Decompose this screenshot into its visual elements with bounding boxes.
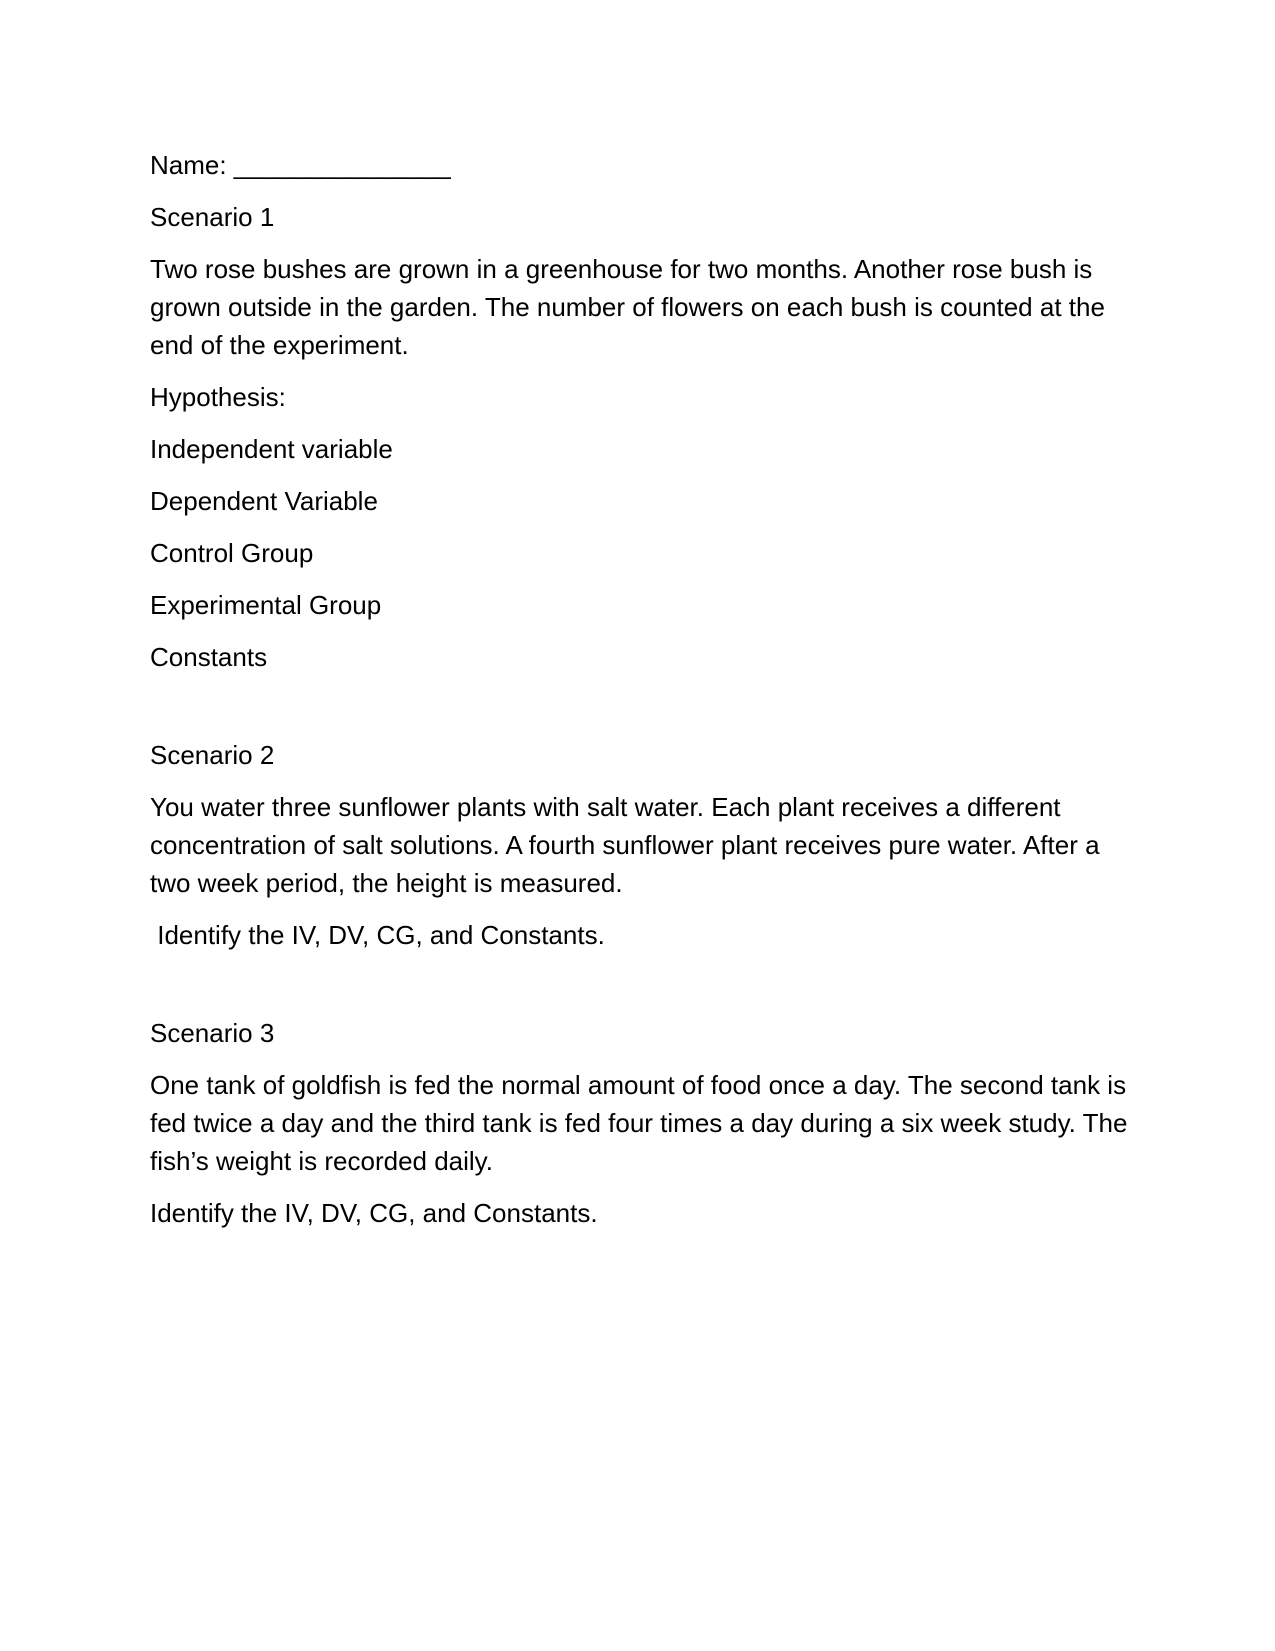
scenario-2 — [150, 736, 1140, 954]
scenario-3-instruction: Identify the IV, DV, CG, and Constants. — [150, 1198, 598, 1228]
constants-label: Constants — [150, 642, 268, 672]
scenario-1-heading: Scenario 1 — [150, 202, 275, 232]
scenario-2-heading: Scenario 2 — [150, 740, 275, 770]
scenario-1 — [150, 198, 1140, 676]
scenario-3-heading: Scenario 3 — [150, 1018, 275, 1048]
hypothesis-label: Hypothesis: — [150, 382, 286, 412]
experimental-group-label: Experimental Group — [150, 590, 382, 620]
name-line: Name: _______________ — [150, 150, 451, 180]
scenario-3-description: One tank of goldfish is fed the normal amount of food once a day. The second tank is fed twice a day and the third tank is fed four times a day during a six week study. The fish’s weight is recorded daily. — [150, 1070, 1128, 1176]
worksheet-page — [150, 146, 1140, 1232]
scenario-1-description: Two rose bushes are grown in a greenhouse for two months. Another rose bush is grown outside in the garden. The number of flowers on each bush is counted at the end of the experiment. — [150, 254, 1105, 360]
scenario-3 — [150, 1014, 1140, 1232]
independent-variable-label: Independent variable — [150, 434, 393, 464]
scenario-2-description: You water three sunflower plants with salt water. Each plant receives a different concentration of salt solutions. A fourth sunflower plant receives pure water. After a two week period, the height is measured. — [150, 792, 1100, 898]
scenario-2-instruction: Identify the IV, DV, CG, and Constants. — [150, 920, 605, 950]
dependent-variable-label: Dependent Variable — [150, 486, 378, 516]
control-group-label: Control Group — [150, 538, 314, 568]
